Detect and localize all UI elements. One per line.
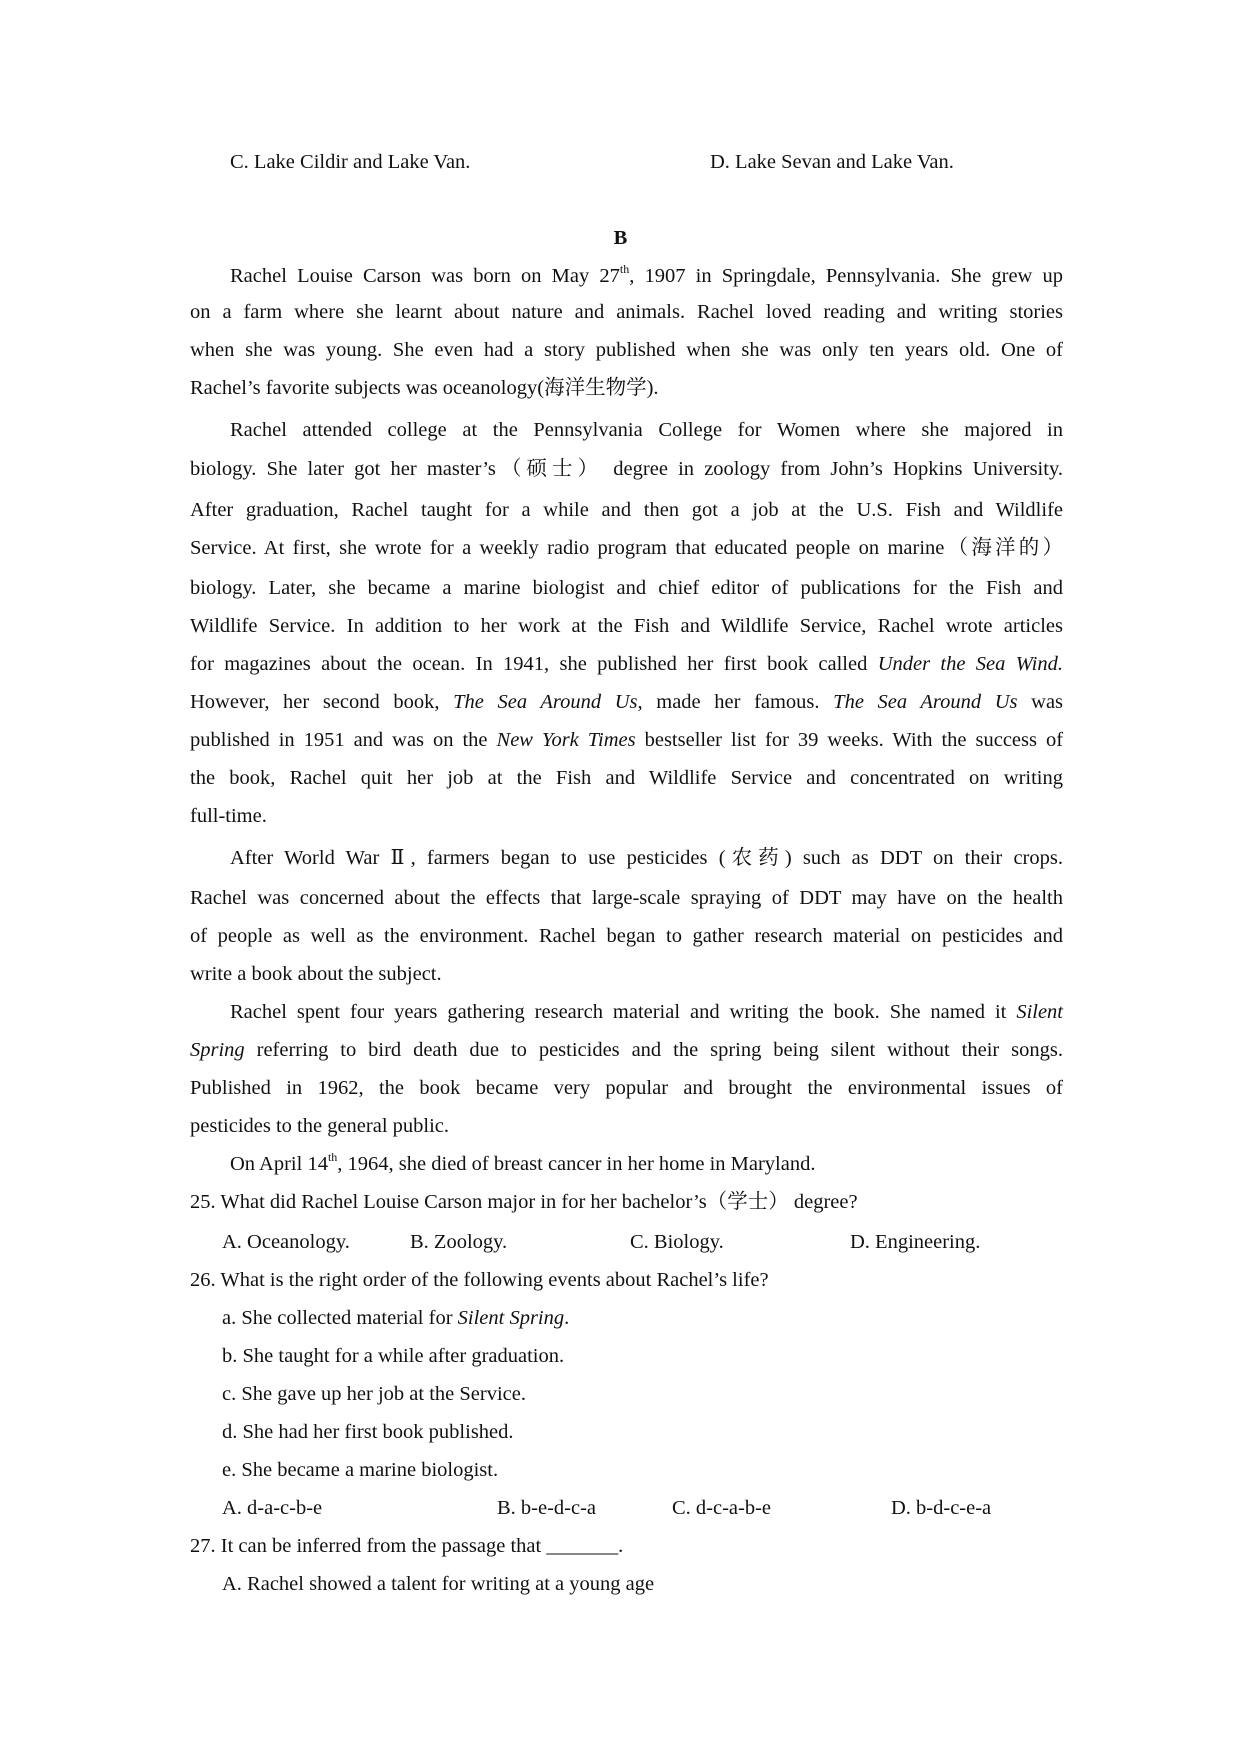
q25-option-c[interactable]: C. Biology. — [630, 1231, 724, 1253]
question-25-stem: 25. What did Rachel Louise Carson major in for her bachelor’s（学士） degree? — [190, 1191, 858, 1213]
passage-line: After World War Ⅱ, farmers began to use pesticides (农药) such as DDT on their crops. — [230, 847, 1063, 869]
option-d-prev-question: D. Lake Sevan and Lake Van. — [710, 151, 954, 173]
passage-line: when she was young. She even had a story published when she was only ten years old. One of — [190, 339, 1063, 361]
passage-line: biology. Later, she became a marine biologist and chief editor of publications for the Fish and — [190, 577, 1063, 599]
q25-option-a[interactable]: A. Oceanology. — [222, 1231, 350, 1253]
passage-line: biology. She later got her master’s（硕士） degree in zoology from John’s Hopkins University. — [190, 458, 1063, 480]
passage-line: Spring referring to bird death due to pesticides and the spring being silent without their songs. — [190, 1039, 1063, 1061]
option-c-prev-question: C. Lake Cildir and Lake Van. — [230, 151, 471, 173]
passage-line: After graduation, Rachel taught for a while and then got a job at the U.S. Fish and Wildlife — [190, 499, 1063, 521]
passage-line: However, her second book, The Sea Around Us, made her famous. The Sea Around Us was — [190, 691, 1064, 713]
q26-event-b: b. She taught for a while after graduation. — [222, 1345, 565, 1367]
passage-line: Rachel was concerned about the effects that large-scale spraying of DDT may have on the health — [190, 887, 1063, 909]
q25-option-d[interactable]: D. Engineering. — [850, 1231, 981, 1253]
passage-line: Wildlife Service. In addition to her work at the Fish and Wildlife Service, Rachel wrote articles — [190, 615, 1063, 637]
passage-line: for magazines about the ocean. In 1941, she published her first book called Under the Sea Wind. — [190, 653, 1064, 675]
q26-event-a: a. She collected material for Silent Spring. — [222, 1307, 570, 1329]
q26-event-d: d. She had her first book published. — [222, 1421, 514, 1443]
passage-line: the book, Rachel quit her job at the Fish and Wildlife Service and concentrated on writing — [190, 767, 1063, 789]
q26-event-e: e. She became a marine biologist. — [222, 1459, 499, 1481]
passage-line: On April 14th, 1964, she died of breast cancer in her home in Maryland. — [230, 1150, 816, 1175]
passage-line: published in 1951 and was on the New York Times bestseller list for 39 weeks. With the success of — [190, 729, 1064, 751]
q26-event-c: c. She gave up her job at the Service. — [222, 1383, 526, 1405]
section-heading: B — [613, 227, 628, 249]
passage-line: pesticides to the general public. — [190, 1115, 450, 1137]
passage-line: of people as well as the environment. Rachel began to gather research material on pesticides and — [190, 925, 1063, 947]
q26-option-a[interactable]: A. d-a-c-b-e — [222, 1497, 323, 1519]
passage-line: Rachel Louise Carson was born on May 27th, 1907 in Springdale, Pennsylvania. She grew up — [230, 262, 1064, 287]
passage-line: Rachel’s favorite subjects was oceanology(海洋生物学). — [190, 377, 659, 399]
q26-option-b[interactable]: B. b-e-d-c-a — [497, 1497, 597, 1519]
passage-line: Rachel attended college at the Pennsylvania College for Women where she majored in — [230, 419, 1063, 441]
q26-option-c[interactable]: C. d-c-a-b-e — [672, 1497, 772, 1519]
passage-line: Service. At first, she wrote for a weekly radio program that educated people on marine（海洋的） — [190, 537, 1063, 559]
passage-line: Published in 1962, the book became very popular and brought the environmental issues of — [190, 1077, 1063, 1099]
passage-line: write a book about the subject. — [190, 963, 442, 985]
question-26-stem: 26. What is the right order of the following events about Rachel’s life? — [190, 1269, 769, 1291]
passage-line: on a farm where she learnt about nature and animals. Rachel loved reading and writing stories — [190, 301, 1063, 323]
q26-option-d[interactable]: D. b-d-c-e-a — [891, 1497, 992, 1519]
q25-option-b[interactable]: B. Zoology. — [410, 1231, 508, 1253]
passage-line: Rachel spent four years gathering research material and writing the book. She named it Silent — [230, 1001, 1063, 1023]
passage-line: full-time. — [190, 805, 267, 827]
question-27-stem: 27. It can be inferred from the passage that _______. — [190, 1535, 624, 1557]
q27-option-a[interactable]: A. Rachel showed a talent for writing at a young age — [222, 1573, 655, 1595]
